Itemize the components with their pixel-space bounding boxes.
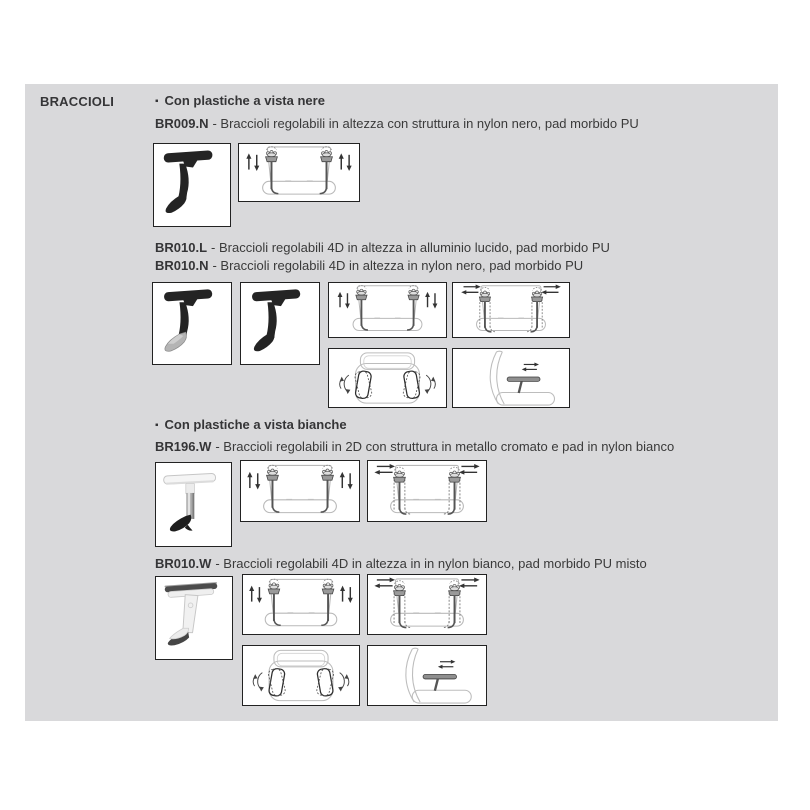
width-adjustment-icon — [368, 461, 486, 521]
width-adjustment-icon — [368, 575, 486, 634]
product-description: - Braccioli regolabili 4D in altezza in alluminio lucido, pad morbido PU — [211, 240, 610, 255]
pad-rotation-icon — [243, 646, 359, 705]
product-photo-br010l — [152, 282, 232, 365]
product-code: BR010.N — [155, 258, 209, 273]
diagram-height-adjustment — [328, 282, 447, 338]
product-line-br010n — [155, 258, 583, 273]
product-code: BR010.L — [155, 240, 208, 255]
diagram-pad-rotation — [242, 645, 360, 706]
product-photo-br010n — [240, 282, 320, 365]
diagram-width-adjustment — [367, 460, 487, 522]
product-photo-br009n — [153, 143, 231, 227]
diagram-pad-rotation — [328, 348, 447, 408]
content-panel — [25, 84, 778, 721]
height-adjustment-icon — [329, 283, 446, 337]
product-photo-br196w — [155, 462, 232, 547]
product-description: - Braccioli regolabili in 2D con struttura in metallo cromato e pad in nylon bianco — [215, 439, 675, 454]
section-header-bianche — [155, 417, 347, 432]
product-line-br010l — [155, 240, 610, 255]
white-chrome-armrest-photo-icon — [156, 463, 231, 546]
pad-rotation-icon — [329, 349, 446, 407]
diagram-width-adjustment — [452, 282, 570, 338]
section-header-text: Con plastiche a vista nere — [164, 93, 325, 108]
black-armrest-photo-icon — [241, 283, 319, 364]
product-line-br009n — [155, 116, 639, 131]
diagram-pad-slide — [452, 348, 570, 408]
product-description: - Braccioli regolabili in altezza con struttura in nylon nero, pad morbido PU — [212, 116, 639, 131]
product-code: BR196.W — [155, 439, 212, 454]
diagram-height-adjustment — [240, 460, 360, 522]
diagram-pad-slide — [367, 645, 487, 706]
width-adjustment-icon — [453, 283, 569, 337]
product-code: BR010.W — [155, 556, 212, 571]
product-line-br196w — [155, 439, 674, 454]
diagram-height-adjustment — [238, 143, 360, 202]
section-header-text: Con plastiche a vista bianche — [164, 417, 347, 432]
category-label: BRACCIOLI — [40, 94, 115, 109]
product-description: - Braccioli regolabili 4D in altezza in in nylon bianco, pad morbido PU misto — [215, 556, 647, 571]
bullet-icon: ▪ — [155, 96, 159, 107]
black-armrest-photo-icon — [154, 144, 230, 226]
section-header-nere — [155, 93, 325, 108]
pad-slide-icon — [453, 349, 569, 407]
white-armrest-photo-icon — [156, 577, 232, 659]
height-adjustment-icon — [239, 144, 359, 201]
product-photo-br010w — [155, 576, 233, 660]
pad-slide-icon — [368, 646, 486, 705]
product-description: - Braccioli regolabili 4D in altezza in nylon nero, pad morbido PU — [212, 258, 584, 273]
product-code: BR009.N — [155, 116, 209, 131]
height-adjustment-icon — [243, 575, 359, 634]
diagram-width-adjustment — [367, 574, 487, 635]
aluminium-armrest-photo-icon — [153, 283, 231, 364]
product-line-br010w — [155, 556, 647, 571]
height-adjustment-icon — [241, 461, 359, 521]
diagram-height-adjustment — [242, 574, 360, 635]
bullet-icon: ▪ — [155, 420, 159, 431]
